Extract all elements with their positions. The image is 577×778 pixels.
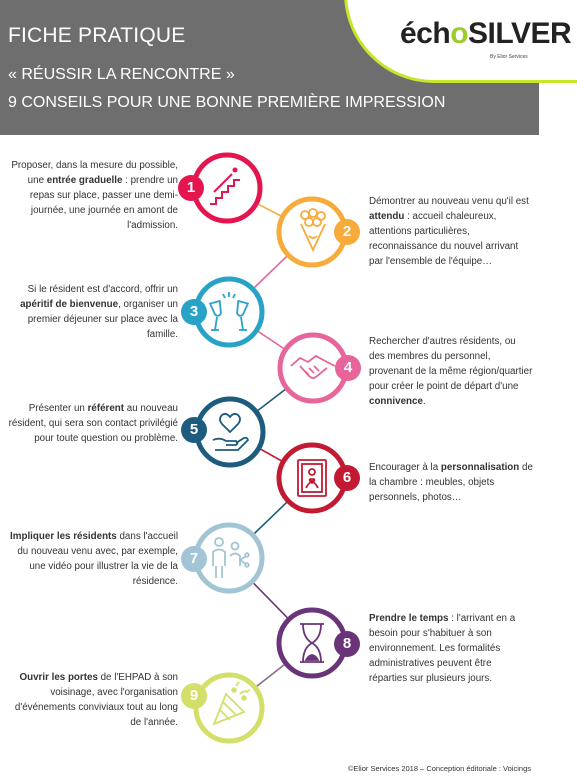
step-5-text-run: Présenter un <box>28 403 88 414</box>
step-5-number: 5 <box>189 421 199 438</box>
step-3-text-run: Si le résident est d'accord, offrir un <box>27 284 178 295</box>
step-4-text-run: connivence <box>369 396 423 407</box>
logo-subtitle: By Elior Services <box>490 54 528 60</box>
step-5-text <box>8 401 178 446</box>
step-9-text-run: de l'EHPAD à son voisinage, avec l'organisation d'événements conviviaux tout au long de l'année. <box>14 672 178 728</box>
step-1-text-run: : prendre un repas sur place, passer une demi-journée, une journée en amont de l'admission. <box>29 175 178 231</box>
step-6-text-run: personnalisation <box>440 462 520 473</box>
step-9-circle <box>181 675 262 741</box>
step-2-number: 2 <box>342 223 352 240</box>
page-title: FICHE PRATIQUE <box>8 24 186 47</box>
step-2-text-run: Démontrer au nouveau venu qu'il est <box>369 196 529 207</box>
step-2-text-run: : accueil chaleureux, attentions particulières, reconnaissance du nouvel arrivant par l'ensemble de l'équipe… <box>369 211 519 267</box>
step-5-text-run: référent <box>87 403 125 414</box>
step-4-number: 4 <box>343 359 353 376</box>
logo-text-post: SILVER <box>468 17 572 50</box>
step-1-text-run: Proposer, dans la mesure du possible, une <box>11 160 178 186</box>
step-1-text-run: entrée graduelle <box>46 175 123 186</box>
page-subtitle-2: 9 CONSEILS POUR UNE BONNE PREMIÈRE IMPRESSION <box>8 94 446 111</box>
logo-text-o: o <box>450 17 469 50</box>
step-7-text-run: dans l'accueil du nouveau venu avec, par exemple, une vidéo pour illustrer la vie de la résidence. <box>17 531 178 587</box>
step-7-text-run: Impliquer les résidents <box>10 531 117 542</box>
step-8-text <box>369 611 529 686</box>
step-4-text-run: Rechercher d'autres résidents, ou des membres du personnel, provenant de la même région/quartier pour créer le point de départ d'une <box>369 336 533 392</box>
step-1-text <box>8 158 178 233</box>
step-6-text <box>369 460 533 505</box>
step-8-text-run: : l'arrivant en a besoin pour s'habituer à son environnement. Les formalités administratives peuvent être réparties sur plusieurs jours. <box>369 613 516 684</box>
step-9-text-run: Ouvrir les portes <box>19 672 98 683</box>
step-4-text-run: . <box>422 396 426 407</box>
step-6-text-run: de la chambre : meubles, objets personnels, photos… <box>369 462 533 503</box>
step-6-number: 6 <box>342 469 352 486</box>
step-3-text <box>8 282 178 342</box>
step-3-number: 3 <box>189 303 199 320</box>
step-8-text-run: Prendre le temps <box>369 613 449 624</box>
step-7-number: 7 <box>189 550 199 567</box>
step-3-text-run: apéritif de bienvenue <box>20 299 119 310</box>
step-2-text-run: attendu <box>369 211 405 222</box>
footer-credits: ©Elior Services 2018 – Conception éditoriale : Voicings <box>347 764 531 773</box>
step-5-text-run: au nouveau résident, qui sera son contact privilégié pour toute question ou problème. <box>8 403 178 444</box>
step-9-text <box>8 670 178 730</box>
step-2-text <box>369 194 529 269</box>
step-8-number: 8 <box>342 635 352 652</box>
logo-text-pre: éch <box>400 17 451 50</box>
step-6-text-run: Encourager à la <box>369 462 441 473</box>
step-3-text-run: , organiser un premier déjeuner sur place avec la famille. <box>27 299 178 340</box>
step-4-text <box>369 334 533 409</box>
step-7-text <box>8 529 178 589</box>
step-1-number: 1 <box>186 179 196 196</box>
page-subtitle: « RÉUSSIR LA RENCONTRE » <box>8 66 235 83</box>
step-9-number: 9 <box>189 687 199 704</box>
